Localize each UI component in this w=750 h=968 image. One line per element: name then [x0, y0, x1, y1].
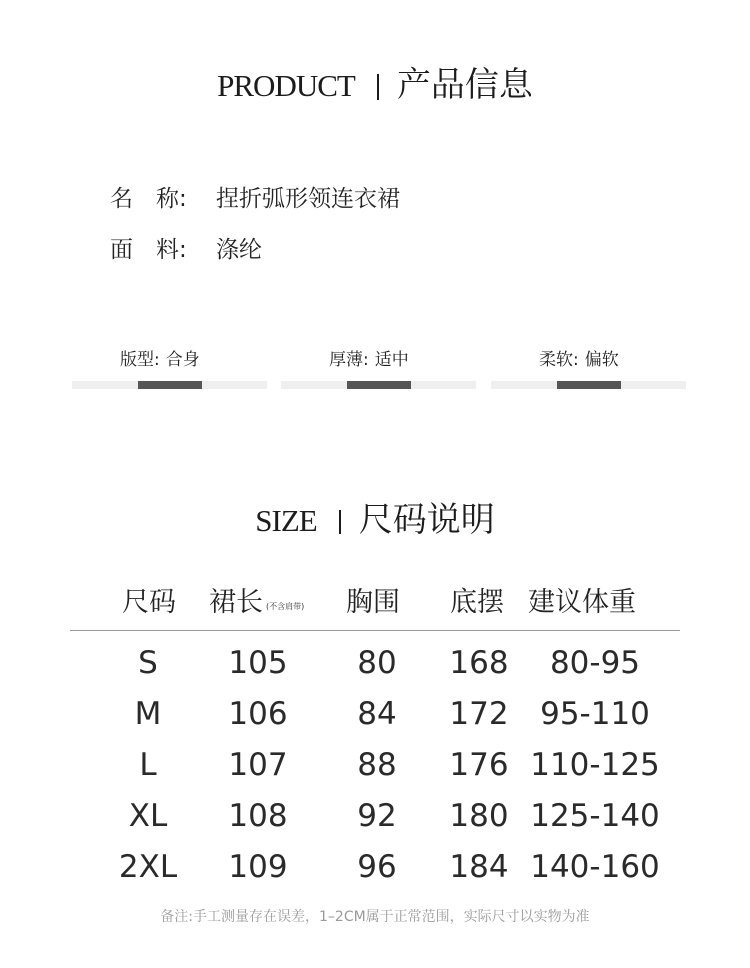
table-row [70, 840, 680, 891]
header-length [209, 580, 304, 619]
header-length-label: 裙长 [209, 587, 263, 618]
cell-length: 105 [228, 645, 288, 681]
info-row-name [110, 180, 400, 213]
size-table-header [70, 580, 680, 631]
cell-length: 108 [228, 798, 288, 834]
attribute-thickness-track [281, 381, 476, 389]
attribute-softness-value: 偏软 [584, 350, 619, 370]
cell-bust: 96 [357, 849, 397, 885]
attribute-softness-track [491, 381, 686, 389]
cell-weight: 110-125 [530, 747, 660, 783]
cell-length: 109 [228, 849, 288, 885]
attribute-fit-value: 合身 [165, 350, 200, 370]
table-row [70, 687, 680, 738]
size-title-cn: 尺码说明 [358, 500, 495, 540]
header-length-note: (不含肩带) [266, 602, 305, 611]
cell-size: 2XL [118, 849, 178, 885]
cell-size: M [134, 696, 162, 732]
cell-size: L [139, 747, 157, 783]
cell-size: XL [128, 798, 168, 834]
cell-weight: 125-140 [530, 798, 660, 834]
size-title-en: SIZE [255, 503, 317, 538]
cell-weight: 140-160 [530, 849, 660, 885]
attribute-thickness-text [329, 345, 409, 370]
attribute-softness-indicator [557, 381, 621, 389]
table-row [70, 738, 680, 789]
attribute-fit-text [120, 345, 200, 370]
attribute-fit-label: 版型: [120, 350, 160, 370]
info-row-fabric [110, 231, 262, 264]
header-hem: 底摆 [450, 587, 504, 618]
attribute-thickness-value: 适中 [374, 350, 409, 370]
cell-hem: 172 [449, 696, 509, 732]
info-value-fabric: 涤纶 [216, 237, 262, 263]
cell-weight: 95-110 [540, 696, 650, 732]
title-divider [339, 510, 341, 534]
info-label-fabric: 面 料: [110, 237, 187, 263]
cell-hem: 180 [449, 798, 509, 834]
header-weight: 建议体重 [528, 587, 636, 618]
attribute-fit-track [72, 381, 267, 389]
cell-bust: 92 [357, 798, 397, 834]
cell-bust: 80 [357, 645, 397, 681]
header-bust: 胸围 [346, 587, 400, 618]
header-size: 尺码 [122, 587, 176, 618]
cell-bust: 84 [357, 696, 397, 732]
cell-size: S [138, 645, 158, 681]
product-title-en: PRODUCT [217, 68, 355, 103]
size-section-title [0, 492, 750, 541]
cell-hem: 176 [449, 747, 509, 783]
size-table [70, 580, 680, 891]
cell-hem: 184 [449, 849, 509, 885]
attribute-softness-text [539, 345, 619, 370]
cell-bust: 88 [357, 747, 397, 783]
info-label-name: 名 称: [110, 186, 187, 212]
title-divider [377, 74, 379, 100]
cell-length: 106 [228, 696, 288, 732]
size-table-body [70, 631, 680, 891]
attribute-softness-label: 柔软: [539, 350, 579, 370]
attribute-thickness-indicator [347, 381, 411, 389]
cell-hem: 168 [449, 645, 509, 681]
attribute-fit-indicator [138, 381, 202, 389]
cell-weight: 80-95 [549, 645, 641, 681]
product-section-title [0, 57, 750, 106]
cell-length: 107 [228, 747, 288, 783]
attribute-thickness-label: 厚薄: [329, 350, 369, 370]
table-row [70, 789, 680, 840]
footnote: 备注:手工测量存在误差，1–2CM属于正常范围，实际尺寸以实物为准 [160, 909, 590, 925]
info-value-name: 捏折弧形领连衣裙 [216, 186, 400, 212]
product-title-cn: 产品信息 [396, 65, 533, 105]
table-row [70, 636, 680, 687]
